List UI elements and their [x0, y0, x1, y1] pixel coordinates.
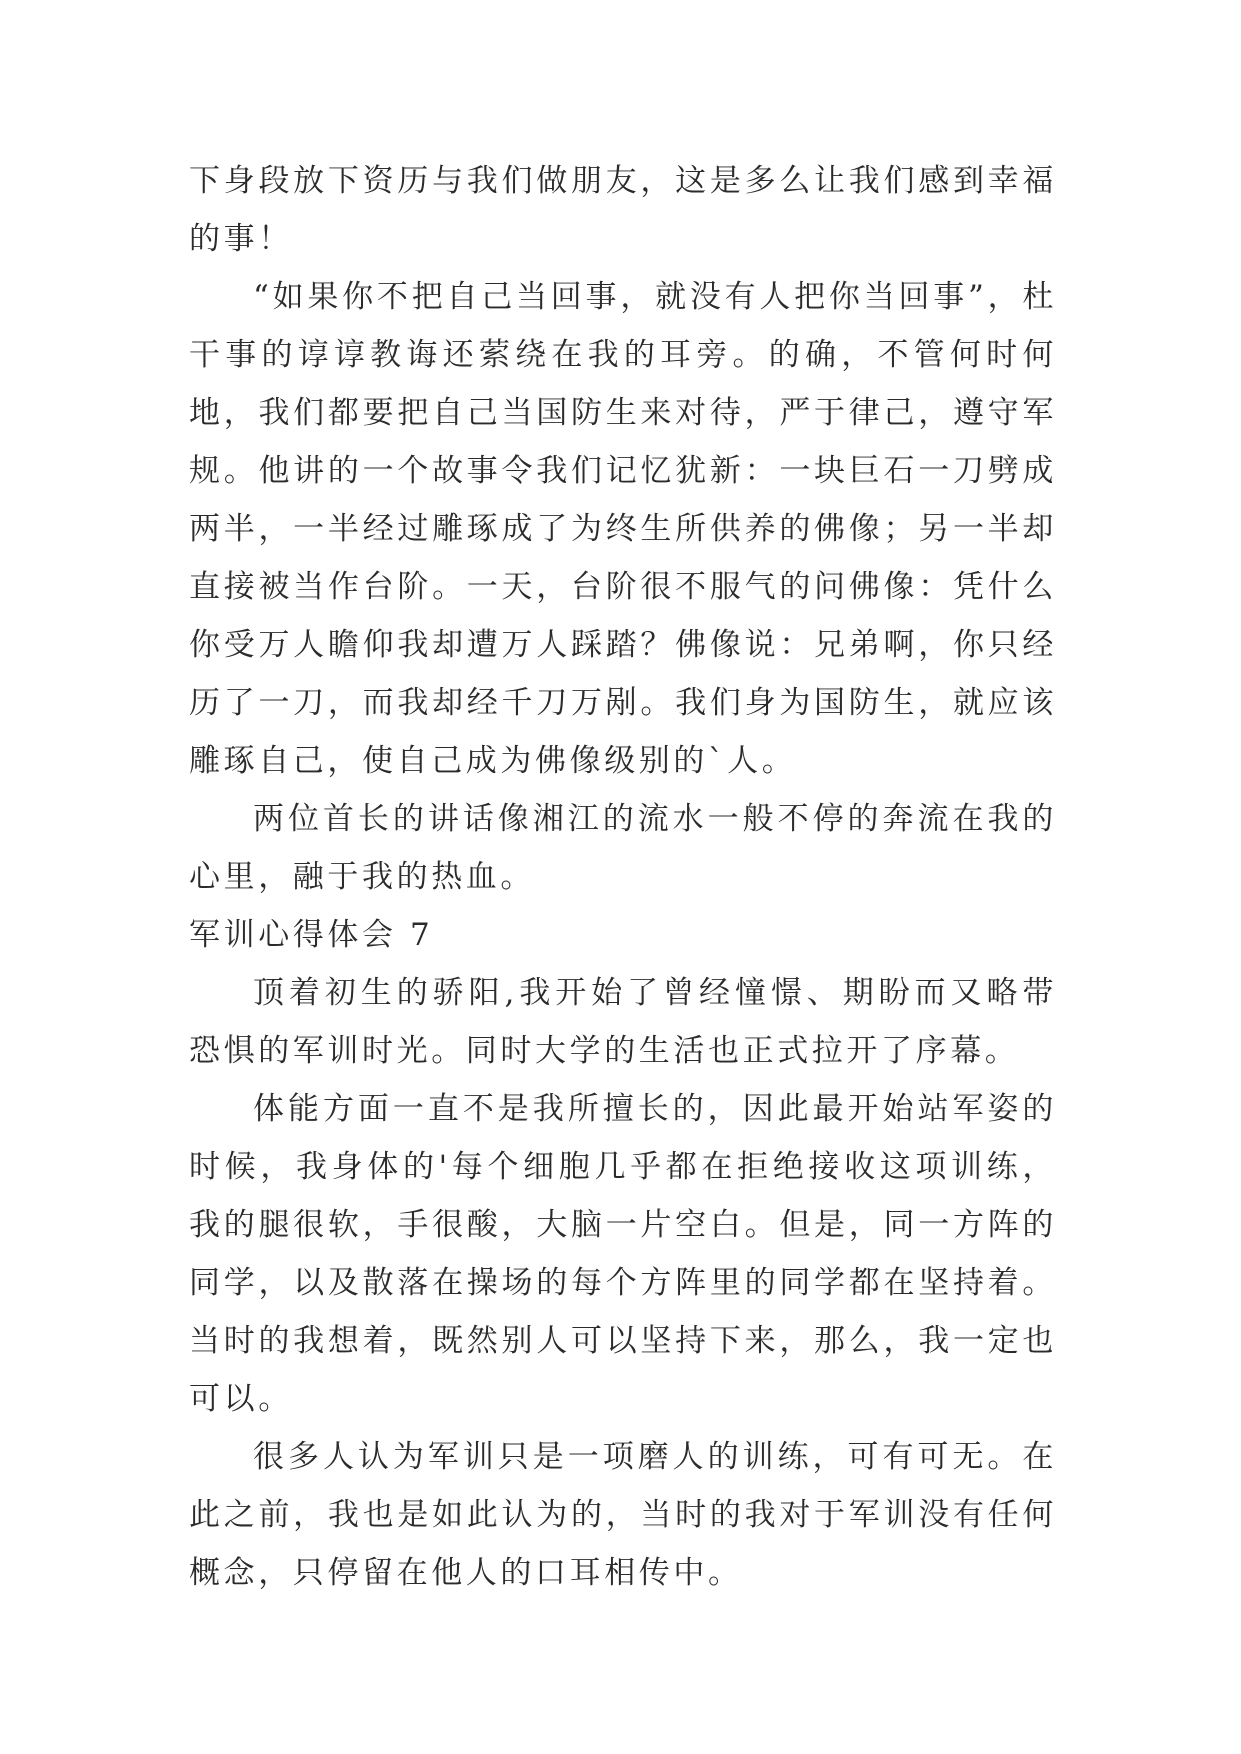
paragraph-continuation: 下身段放下资历与我们做朋友，这是多么让我们感到幸福的事！ [189, 163, 1057, 257]
paragraph-opinion: 很多人认为军训只是一项磨人的训练，可有可无。在此之前，我也是如此认为的，当时的我对于军训没有任何概念，只停留在他人的口耳相传中。 [189, 1439, 1057, 1591]
paragraph-stamina: 体能方面一直不是我所擅长的，因此最开始站军姿的时候，我身体的'每个细胞几乎都在拒绝接收这项训练，我的腿很软，手很酸，大脑一片空白。但是，同一方阵的同学，以及散落在操场的每个方阵里的同学都在坚持着。当时的我想着，既然别人可以坚持下来，那么，我一定也可以。 [189, 1091, 1057, 1417]
document-body [189, 152, 1057, 1602]
paragraph-intro: 顶着初生的骄阳,我开始了曾经憧憬、期盼而又略带恐惧的军训时光。同时大学的生活也正式拉开了序幕。 [189, 975, 1057, 1069]
paragraph-quote-story: “如果你不把自己当回事，就没有人把你当回事”，杜干事的谆谆教诲还萦绕在我的耳旁。的确，不管何时何地，我们都要把自己当国防生来对待，严于律己，遵守军规。他讲的一个故事令我们记忆犹新：一块巨石一刀劈成两半，一半经过雕琢成了为终生所供养的佛像；另一半却直接被当作台阶。一天，台阶很不服气的问佛像：凭什么你受万人瞻仰我却遭万人踩踏？佛像说：兄弟啊，你只经历了一刀，而我却经千刀万剐。我们身为国防生，就应该雕琢自己，使自己成为佛像级别的`人。 [189, 279, 1057, 779]
section-heading: 军训心得体会 7 [189, 917, 434, 953]
paragraph-closing: 两位首长的讲话像湘江的流水一般不停的奔流在我的心里，融于我的热血。 [189, 801, 1057, 895]
